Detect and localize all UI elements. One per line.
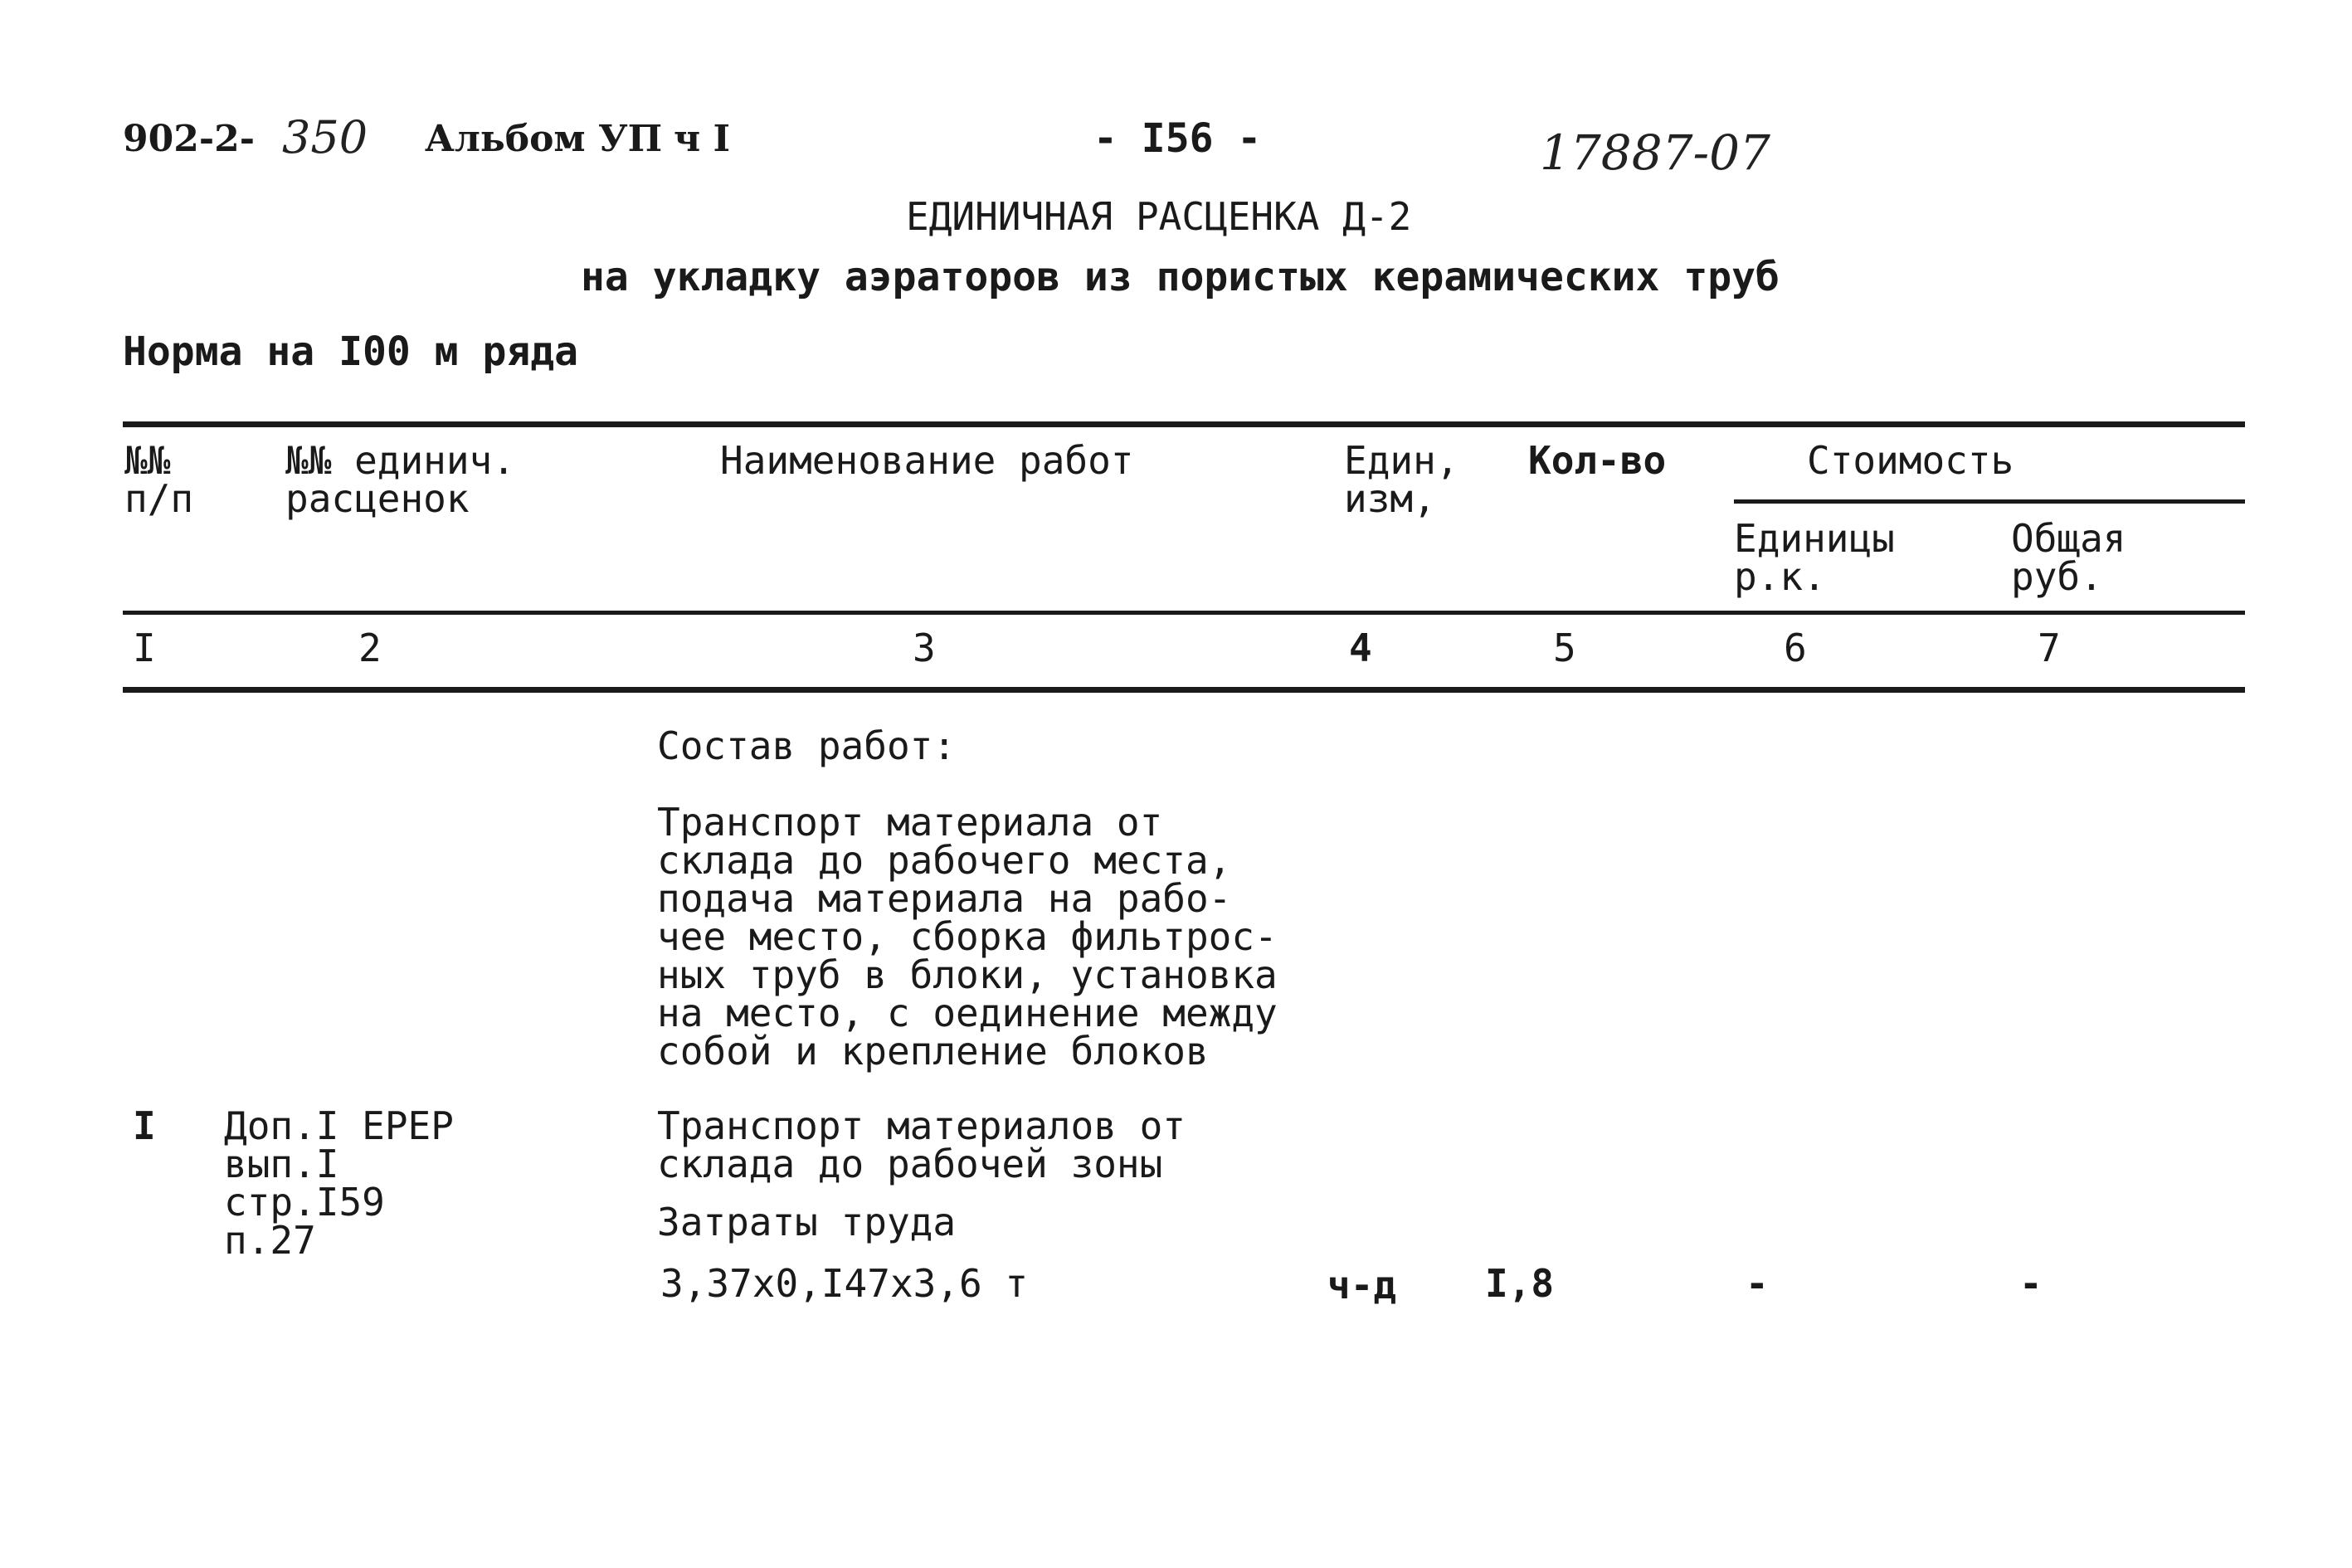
column-number-3: 3 <box>913 626 936 670</box>
cost-group-rule <box>1734 499 2245 504</box>
row-formula: 3,37x0,I47x3,6 т <box>660 1261 1029 1306</box>
col-header-unit-cost: Единицы р.к. <box>1734 516 1895 599</box>
page-number: - I56 - <box>1093 115 1262 162</box>
column-number-1: I <box>133 626 156 670</box>
col-header-work-name: Наименование работ <box>720 438 1134 483</box>
column-number-6: 6 <box>1784 626 1807 670</box>
row-total-cost: - <box>2019 1261 2043 1306</box>
col-header-number: №№ п/п <box>124 438 194 521</box>
composition-text: Транспорт материала от склада до рабочего места, подача материала на рабо- чее место, сборка фильтрос- ных труб в блоки, установка на место, с оединение между собой и крепление блоков <box>657 800 1278 1074</box>
row-work-name: Транспорт материалов от склада до рабочей зоны <box>657 1103 1186 1186</box>
column-number-4: 4 <box>1349 626 1372 670</box>
row-unit-cost: - <box>1746 1261 1769 1306</box>
col-header-unit: Един, изм, <box>1344 438 1459 521</box>
series-code: 902-2- <box>123 118 255 160</box>
header-bottom-rule <box>123 611 2245 615</box>
album-label: Альбом УП <box>425 118 663 160</box>
col-header-reference: №№ единич. расценок <box>285 438 515 521</box>
column-number-5: 5 <box>1553 626 1576 670</box>
column-number-7: 7 <box>2038 626 2061 670</box>
row-number: I <box>133 1103 156 1148</box>
row-unit: ч-д <box>1327 1263 1397 1307</box>
column-number-rule <box>123 687 2245 693</box>
composition-heading: Состав работ: <box>657 723 957 768</box>
document-subtitle: на укладку аэраторов из пористых керамических труб <box>581 254 1780 300</box>
part-label: ч I <box>674 118 731 160</box>
column-number-2: 2 <box>358 626 382 670</box>
row-subheading: Затраты труда <box>657 1200 957 1244</box>
col-header-quantity: Кол-во <box>1528 438 1667 483</box>
col-header-cost-group: Стоимость <box>1807 438 2014 483</box>
series-handwritten-number: 350 <box>282 111 368 163</box>
norm-label: Норма на I00 м ряда <box>123 329 579 375</box>
row-quantity: I,8 <box>1485 1261 1555 1306</box>
row-reference: Доп.I ЕРЕР вып.I стр.I59 п.27 <box>224 1103 454 1263</box>
document-title: ЕДИНИЧНАЯ РАСЦЕНКА Д-2 <box>906 194 1412 239</box>
handwritten-stamp: 17887-07 <box>1540 124 1770 181</box>
table-top-rule <box>123 421 2245 427</box>
col-header-total-cost: Общая руб. <box>2011 516 2126 599</box>
